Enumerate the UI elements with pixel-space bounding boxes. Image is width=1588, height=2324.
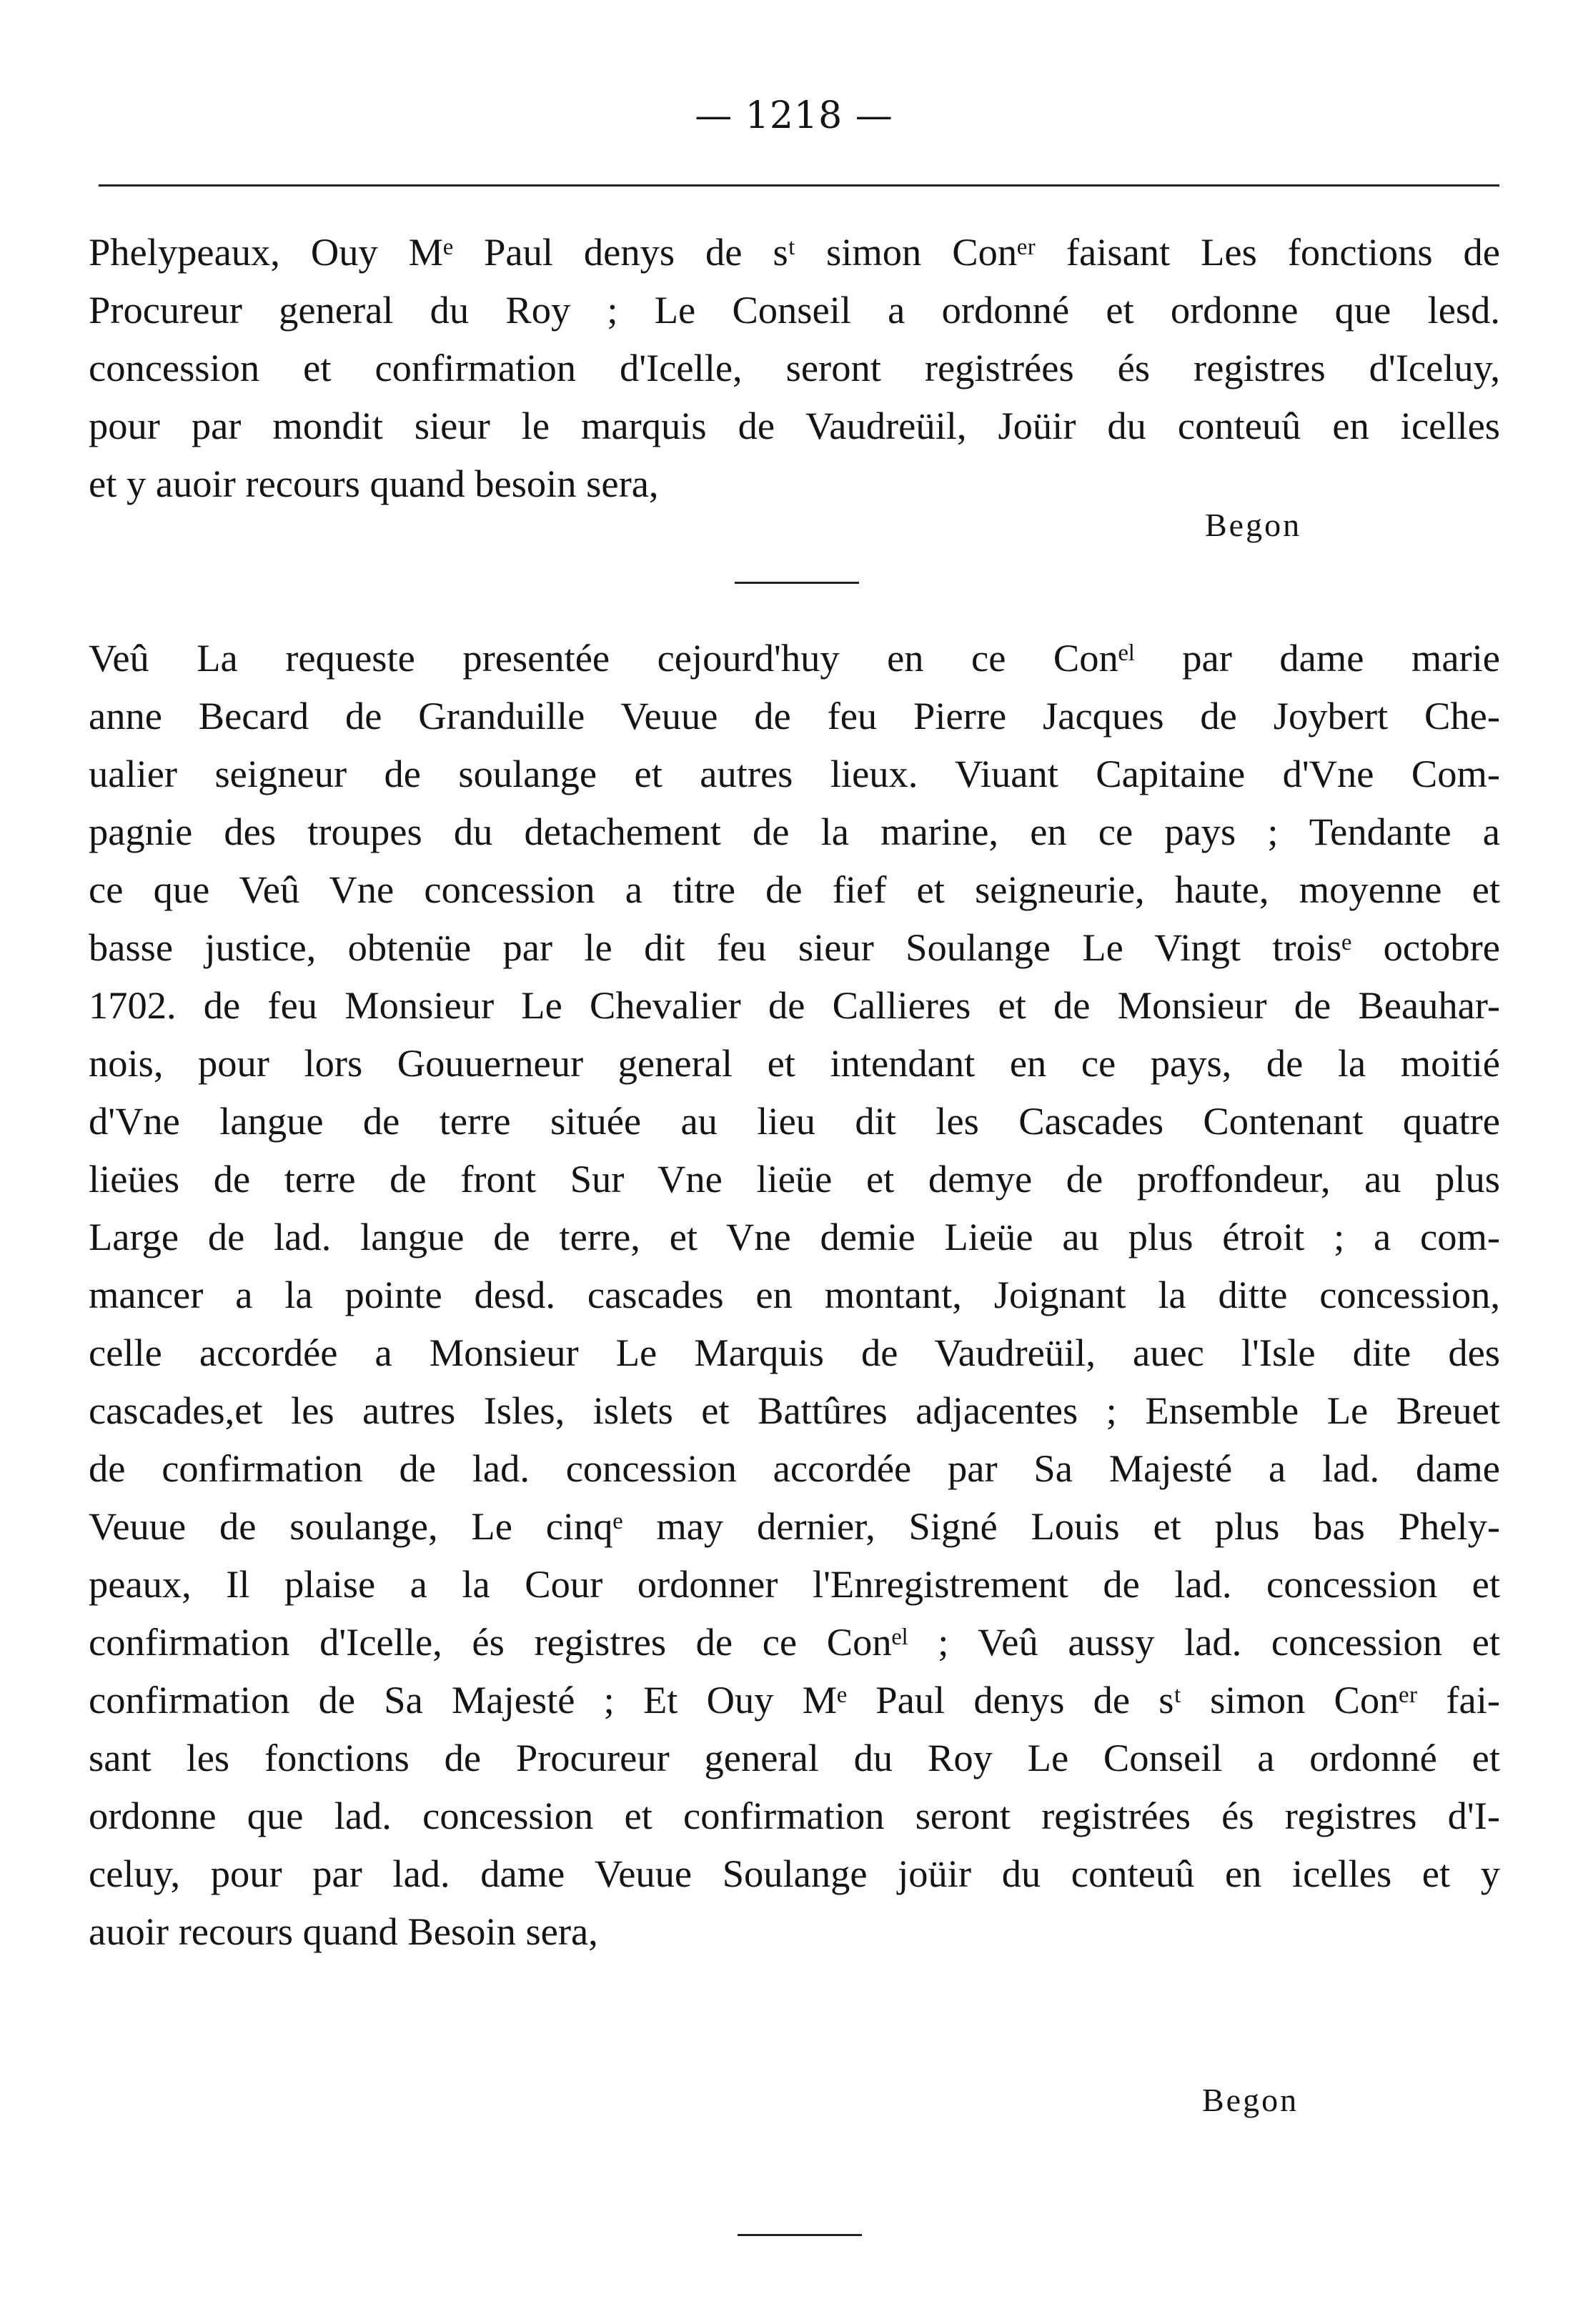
text-line: Veû La requeste presentée cejourd'huy en ce Conᵉˡ par dame marie: [89, 636, 1500, 680]
text-line: et y auoir recours quand besoin sera,: [89, 462, 659, 505]
page-number: — 1218 —: [695, 94, 893, 137]
text-line: Procureur general du Roy ; Le Conseil a ordonné et ordonne que lesd.: [89, 288, 1500, 332]
text-line: ualier seigneur de soulange et autres lieux. Viuant Capitaine d'Vne Com-: [89, 752, 1500, 795]
text-line: nois, pour lors Gouuerneur general et intendant en ce pays, de la moitié: [89, 1041, 1500, 1085]
text-line: anne Becard de Granduille Veuue de feu Pierre Jacques de Joybert Che-: [89, 694, 1500, 738]
section-divider: [738, 2234, 862, 2236]
text-line: pagnie des troupes du detachement de la marine, en ce pays ; Tendante a: [89, 810, 1500, 853]
signature-begon-2: Begon: [1202, 2082, 1299, 2118]
text-line: Phelypeaux, Ouy Mᵉ Paul denys de sᵗ simon Conᵉʳ faisant Les fonctions de: [89, 230, 1500, 274]
text-line: d'Vne langue de terre située au lieu dit les Cascades Contenant quatre: [89, 1099, 1500, 1143]
text-line: lieües de terre de front Sur Vne lieüe et demye de proffondeur, au plus: [89, 1157, 1500, 1201]
text-line: de confirmation de lad. concession accordée par Sa Majesté a lad. dame: [89, 1446, 1500, 1490]
text-line: basse justice, obtenüe par le dit feu sieur Soulange Le Vingt troisᵉ octobre: [89, 925, 1500, 969]
text-line: sant les fonctions de Procureur general du Roy Le Conseil a ordonné et: [89, 1736, 1500, 1779]
text-line: confirmation de Sa Majesté ; Et Ouy Mᵉ Paul denys de sᵗ simon Conᵉʳ fai-: [89, 1678, 1500, 1722]
text-line: mancer a la pointe desd. cascades en montant, Joignant la ditte concession,: [89, 1273, 1500, 1316]
text-line: Veuue de soulange, Le cinqᵉ may dernier, Signé Louis et plus bas Phely-: [89, 1504, 1500, 1548]
text-line: concession et confirmation d'Icelle, seront registrées és registres d'Iceluy,: [89, 346, 1500, 389]
text-line: confirmation d'Icelle, és registres de ce Conᵉˡ ; Veû aussy lad. concession et: [89, 1620, 1500, 1664]
text-line: 1702. de feu Monsieur Le Chevalier de Callieres et de Monsieur de Beauhar-: [89, 983, 1500, 1027]
section-divider: [735, 582, 859, 584]
text-line: pour par mondit sieur le marquis de Vaudreüil, Joüir du conteuû en icelles: [89, 404, 1500, 447]
header-rule: [99, 184, 1499, 187]
text-line: ce que Veû Vne concession a titre de fief et seigneurie, haute, moyenne et: [89, 868, 1500, 911]
text-line: celuy, pour par lad. dame Veuue Soulange joüir du conteuû en icelles et y: [89, 1852, 1500, 1895]
signature-begon-1: Begon: [1205, 507, 1302, 543]
entry-2-text: [89, 629, 1500, 1960]
text-line: Large de lad. langue de terre, et Vne demie Lieüe au plus étroit ; a com-: [89, 1215, 1500, 1258]
text-line: auoir recours quand Besoin sera,: [89, 1910, 598, 1953]
text-line: peaux, Il plaise a la Cour ordonner l'Enregistrement de lad. concession et: [89, 1562, 1500, 1606]
entry-1-text: [89, 223, 1500, 512]
text-line: celle accordée a Monsieur Le Marquis de Vaudreüil, auec l'Isle dite des: [89, 1331, 1500, 1374]
text-line: ordonne que lad. concession et confirmation seront registrées és registres d'I-: [89, 1794, 1500, 1837]
text-line: cascades,et les autres Isles, islets et Battûres adjacentes ; Ensemble Le Breuet: [89, 1389, 1500, 1432]
